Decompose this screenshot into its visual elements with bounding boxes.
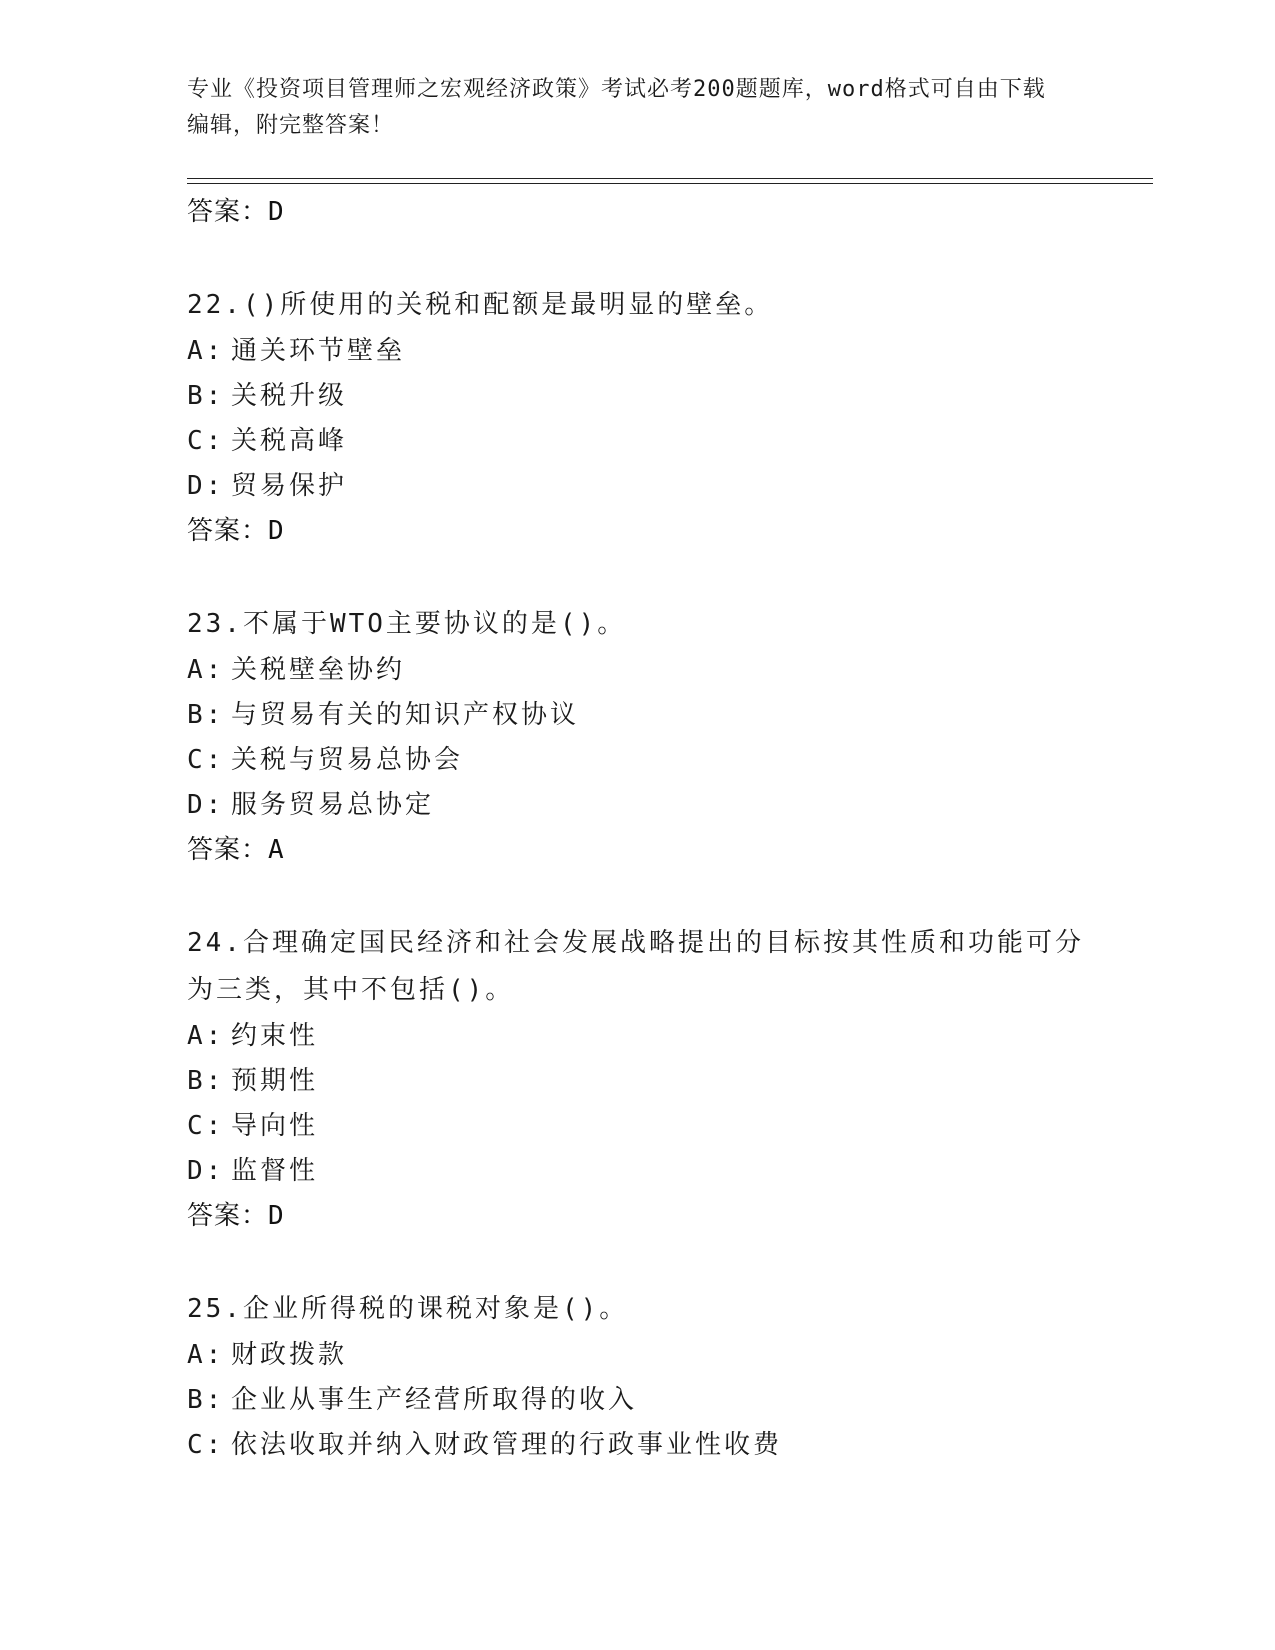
answer-option — [187, 783, 1087, 828]
option-key: D: — [187, 471, 225, 501]
answer-line — [187, 509, 1087, 553]
question-stem: 25.企业所得税的课税对象是()。 — [187, 1294, 629, 1324]
option-key: B: — [187, 1385, 225, 1415]
option-key: C: — [187, 745, 225, 775]
answer-value: D — [268, 1201, 285, 1231]
option-key: B: — [187, 1066, 225, 1096]
answer-option — [187, 1059, 1087, 1104]
answer-option — [187, 648, 1087, 693]
option-text: 与贸易有关的知识产权协议 — [231, 700, 580, 730]
option-text: 贸易保护 — [231, 471, 348, 501]
question-stem: 22.()所使用的关税和配额是最明显的壁垒。 — [187, 290, 774, 320]
answer-option — [187, 374, 1087, 419]
option-key: B: — [187, 700, 225, 730]
question-block — [187, 920, 1087, 1238]
answer-option — [187, 1104, 1087, 1149]
answer-value: D — [268, 516, 285, 546]
answer-option — [187, 693, 1087, 738]
answer-label: 答案： — [187, 516, 269, 546]
option-key: C: — [187, 1111, 225, 1141]
header-rule-bottom — [187, 183, 1153, 184]
answer-option — [187, 329, 1087, 374]
answer-line — [187, 1194, 1087, 1238]
question-block — [187, 1286, 1087, 1468]
answer-value: A — [268, 835, 285, 865]
option-key: A: — [187, 1021, 225, 1051]
answer-label: 答案： — [187, 1201, 269, 1231]
answer-option — [187, 1014, 1087, 1059]
question-stem: 24.合理确定国民经济和社会发展战略提出的目标按其性质和功能可分为三类，其中不包括()。 — [187, 928, 1084, 1005]
question-block — [187, 282, 1087, 553]
answer-option — [187, 419, 1087, 464]
option-text: 关税与贸易总协会 — [231, 745, 464, 775]
answer-option — [187, 1423, 1087, 1468]
option-key: D: — [187, 1156, 225, 1186]
answer-line — [187, 828, 1087, 872]
option-key: D: — [187, 790, 225, 820]
option-text: 导向性 — [231, 1111, 319, 1141]
option-text: 财政拨款 — [231, 1340, 348, 1370]
answer-option — [187, 1149, 1087, 1194]
option-text: 服务贸易总协定 — [231, 790, 435, 820]
option-text: 关税壁垒协约 — [231, 655, 406, 685]
option-text: 关税高峰 — [231, 426, 348, 456]
option-key: A: — [187, 655, 225, 685]
option-text: 通关环节壁垒 — [231, 336, 406, 366]
answer-option — [187, 1333, 1087, 1378]
answer-label: 答案： — [187, 197, 269, 227]
page-header: 专业《投资项目管理师之宏观经济政策》考试必考200题题库，word格式可自由下载编辑，附完整答案！ — [187, 77, 1046, 138]
answer-label: 答案： — [187, 835, 269, 865]
question-block — [187, 601, 1087, 872]
header-rule-top — [187, 178, 1153, 179]
answer-value: D — [268, 197, 285, 227]
option-text: 企业从事生产经营所取得的收入 — [231, 1385, 638, 1415]
question-list — [187, 190, 1087, 1468]
option-text: 预期性 — [231, 1066, 319, 1096]
question-stem: 23.不属于WTO主要协议的是()。 — [187, 609, 627, 639]
answer-option — [187, 464, 1087, 509]
option-key: A: — [187, 336, 225, 366]
option-key: C: — [187, 426, 225, 456]
option-key: A: — [187, 1340, 225, 1370]
option-key: B: — [187, 381, 225, 411]
answer-option — [187, 738, 1087, 783]
option-text: 关税升级 — [231, 381, 348, 411]
option-text: 依法收取并纳入财政管理的行政事业性收费 — [231, 1430, 783, 1460]
option-text: 监督性 — [231, 1156, 319, 1186]
option-key: C: — [187, 1430, 225, 1460]
answer-option — [187, 1378, 1087, 1423]
answer-line — [187, 190, 1087, 234]
option-text: 约束性 — [231, 1021, 319, 1051]
